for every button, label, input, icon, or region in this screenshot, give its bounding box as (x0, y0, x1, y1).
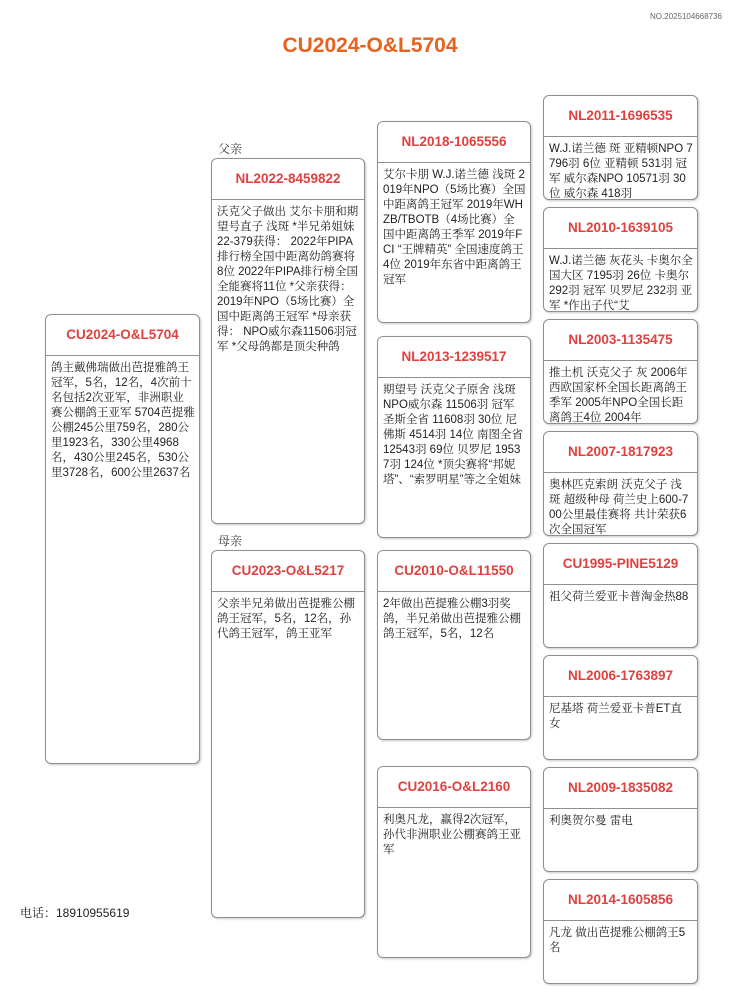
granddam-paternal-text: 期望号 沃克父子原舍 浅斑 NPO威尔森 11506羽 冠军 圣斯全省 11608羽 30位 尼佛斯 4514羽 14位 南图全省 12543羽 69位 贝罗尼 19537羽 124位 *顶尖赛将“邦妮塔”、“索罗明星”等之全姐妹 (383, 384, 523, 486)
great-grandparent-card (543, 319, 698, 424)
subject-card (45, 314, 200, 764)
great-grandparent-text: W.J.诺兰德 灰花头 卡奥尔全国大区 7195羽 26位 卡奥尔 292羽 冠军 贝罗尼 232羽 亚军 *作出子代“艾 (549, 255, 693, 312)
grandsire-maternal-text: 2年做出芭提雅公棚3羽奖鸽，半兄弟做出芭提雅公棚鸽王冠军，5名，12名 (383, 598, 521, 640)
great-grandparent-ring: NL2011-1696535 (544, 96, 697, 137)
great-grandparent-ring: NL2007-1817923 (544, 432, 697, 473)
granddam-paternal-ring: NL2013-1239517 (378, 337, 530, 378)
father-card (211, 158, 365, 524)
grandsire-paternal-text: 艾尔卡朋 W.J.诺兰德 浅斑 2019年NPO（5场比赛）全国中距离鸽王冠军 2019年WHZB/TBOTB（4场比赛）全国中距离鸽王季军 2019年FCI “王牌精英” 全国速度鸽王4位 2019年东省中距离鸽王冠军 (383, 169, 526, 286)
great-grandparent-text: 奥林匹克索朗 沃克父子 浅斑 超级种母 荷兰史上600-700公里最佳赛将 共计荣获6次全国冠军 (549, 479, 689, 536)
father-ring: NL2022-8459822 (212, 159, 364, 200)
great-grandparent-text: 凡龙 做出芭提雅公棚鸽王5名 (549, 927, 686, 954)
father-label: 父亲 (218, 142, 243, 156)
great-grandparent-text: 尼基塔 荷兰爱亚卡普ET直女 (549, 703, 682, 730)
great-grandparent-card (543, 767, 698, 872)
phone-number: 电话：18910955619 (20, 906, 130, 920)
great-grandparent-ring: NL2006-1763897 (544, 656, 697, 697)
great-grandparent-card (543, 655, 698, 760)
granddam-maternal-ring: CU2016-O&L2160 (378, 767, 530, 808)
great-grandparent-ring: CU1995-PINE5129 (544, 544, 697, 585)
great-grandparent-text: 利奥贺尔曼 雷电 (549, 815, 633, 827)
page-title: CU2024-O&L5704 (282, 34, 458, 57)
father-text: 沃克父子做出 艾尔卡朋和期望号直子 浅斑 *半兄弟姐妹22-379获得： 2022年PIPA排行榜全国中距离幼鸽赛将8位 2022年PIPA排行榜全国全能赛将11位 *父亲获得： 2019年NPO（5场比赛）全国中距离鸽王冠军 *母亲获得： NPO威尔森11506羽冠军 *父母鸽都是顶尖种鸽 (217, 206, 359, 353)
mother-label: 母亲 (218, 534, 243, 548)
great-grandparent-ring: NL2014-1605856 (544, 880, 697, 921)
great-grandparent-card (543, 879, 698, 984)
mother-text: 父亲半兄弟做出芭提雅公棚鸽王冠军，5名，12名，孙代鸽王冠军，鸽王亚军 (217, 598, 355, 640)
great-grandparent-ring: NL2010-1639105 (544, 208, 697, 249)
document-number: NO.20251046687​36 (649, 12, 722, 21)
great-grandparent-text: 祖父荷兰爱亚卡普淘金热88 (549, 591, 689, 603)
subject-ring: CU2024-O&L5704 (46, 315, 199, 356)
granddam-paternal-card (377, 336, 531, 538)
great-grandparent-text: 推土机 沃克父子 灰 2006年西欧国家杯全国长距离鸽王季军 2005年NPO全国长距离鸽王4位 2004年 (549, 367, 688, 424)
grandsire-paternal-card (377, 121, 531, 323)
granddam-maternal-card (377, 766, 531, 958)
mother-card (211, 550, 365, 918)
great-grandparent-ring: NL2003-1135475 (544, 320, 697, 361)
great-grandparent-card (543, 95, 698, 200)
mother-ring: CU2023-O&L5217 (212, 551, 364, 592)
grandsire-paternal-ring: NL2018-1065556 (378, 122, 530, 163)
grandsire-maternal-ring: CU2010-O&L11550 (378, 551, 530, 592)
granddam-maternal-text: 利奥凡龙，赢得2次冠军，孙代非洲职业公棚赛鸽王亚军 (383, 814, 521, 856)
subject-text: 鸽主戴佛瑞做出芭提雅鸽王冠军，5名，12名，4次前十名包括2次亚军，非洲职业赛公棚鸽王亚军 5704芭提雅公棚245公里759名，280公里1923名，330公里4968名，430公里245名，530公里3728名，600公里2637名 (51, 362, 195, 479)
great-grandparent-card (543, 543, 698, 648)
grandsire-maternal-card (377, 550, 531, 740)
great-grandparent-card (543, 431, 698, 536)
great-grandparent-text: W.J.诺兰德 斑 亚精顿NPO 7796羽 6位 亚精顿 531羽 冠军 威尔森NPO 10571羽 30位 威尔森 418羽 (549, 143, 693, 200)
great-grandparent-ring: NL2009-1835082 (544, 768, 697, 809)
great-grandparent-card (543, 207, 698, 312)
